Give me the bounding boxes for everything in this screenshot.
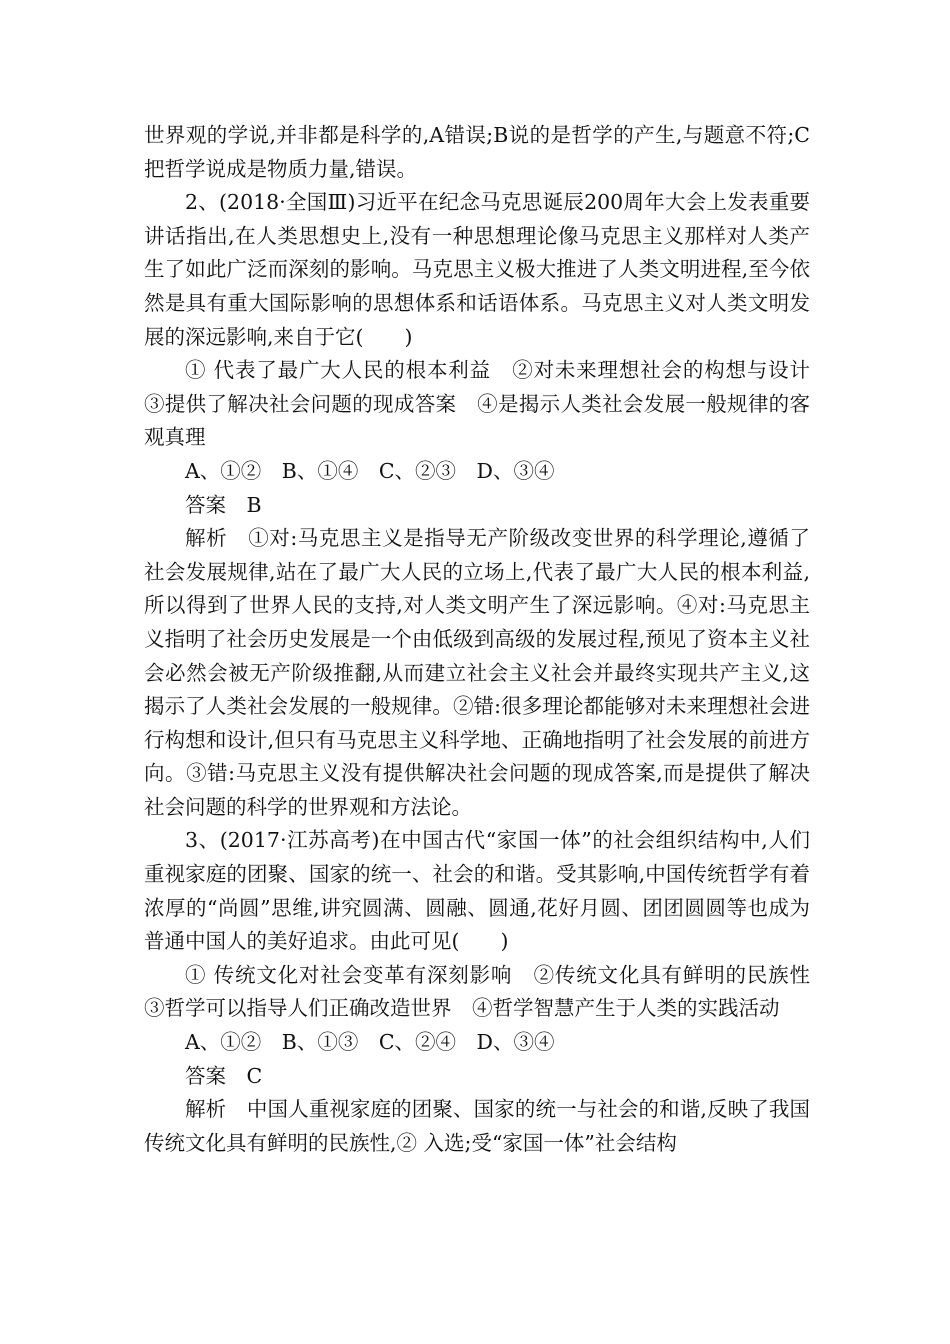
question-3-options: A、①② B、①③ C、②④ D、③④ <box>185 1030 555 1055</box>
document-page <box>144 119 831 1160</box>
question-2-analysis: 解析 ①对:马克思主义是指导无产阶级改变世界的科学理论,遵循了社会发展规律,站在了最广大人民的立场上,代表了最广大人民的根本利益,所以得到了世界人民的支持,对人类文明产生了深远影响。④对:马克思主义指明了社会历史发展是一个由低级到高级的发展过程,预见了资本主义社会必然会被无产阶级推翻,从而建立社会主义社会并最终实现共产主义,这揭示了人类社会发展的一般规律。②错:很多理论都能够对未来理想社会进行构想和设计,但只有马克思主义科学地、正确地指明了社会发展的前进方向。③错:马克思主义没有提供解决社会问题的现成答案,而是提供了解决社会问题的科学的世界观和方法论。 <box>144 526 810 819</box>
question-3-stem: 3、(2017·江苏高考)在中国古代“家国一体”的社会组织结构中,人们重视家庭的团聚、国家的统一、社会的和谐。受其影响,中国传统哲学有着浓厚的“尚圆”思维,讲究圆满、圆融、圆通,花好月圆、团团圆圆等也成为普通中国人的美好追求。由此可见( ) <box>144 828 810 954</box>
question-2-answer: 答案 B <box>185 492 262 517</box>
question-2-statements: ① 代表了最广大人民的根本利益 ②对未来理想社会的构想与设计 ③提供了解决社会问题的现成答案 ④是揭示人类社会发展一般规律的客观真理 <box>144 358 831 450</box>
question-3-answer: 答案 C <box>185 1063 263 1088</box>
question-3-analysis: 解析 中国人重视家庭的团聚、国家的统一与社会的和谐,反映了我国传统文化具有鲜明的民族性,② 入选;受“家国一体”社会结构 <box>144 1097 810 1155</box>
paragraph-answer-1-continued: 世界观的学说,并非都是科学的,A错误;B说的是哲学的产生,与题意不符;C把哲学说成是物质力量,错误。 <box>144 123 810 181</box>
question-2-stem: 2、(2018·全国Ⅲ)习近平在纪念马克思诞辰200周年大会上发表重要讲话指出,在人类思想史上,没有一种思想理论像马克思主义那样对人类产生了如此广泛而深刻的影响。马克思主义极大推进了人类文明进程,至今依然是具有重大国际影响的思想体系和话语体系。马克思主义对人类文明发展的深远影响,来自于它( ) <box>144 190 810 349</box>
question-3-statements: ① 传统文化对社会变革有深刻影响 ②传统文化具有鲜明的民族性 ③哲学可以指导人们正确改造世界 ④哲学智慧产生于人类的实践活动 <box>144 962 831 1021</box>
question-2-options: A、①② B、①④ C、②③ D、③④ <box>185 458 555 483</box>
